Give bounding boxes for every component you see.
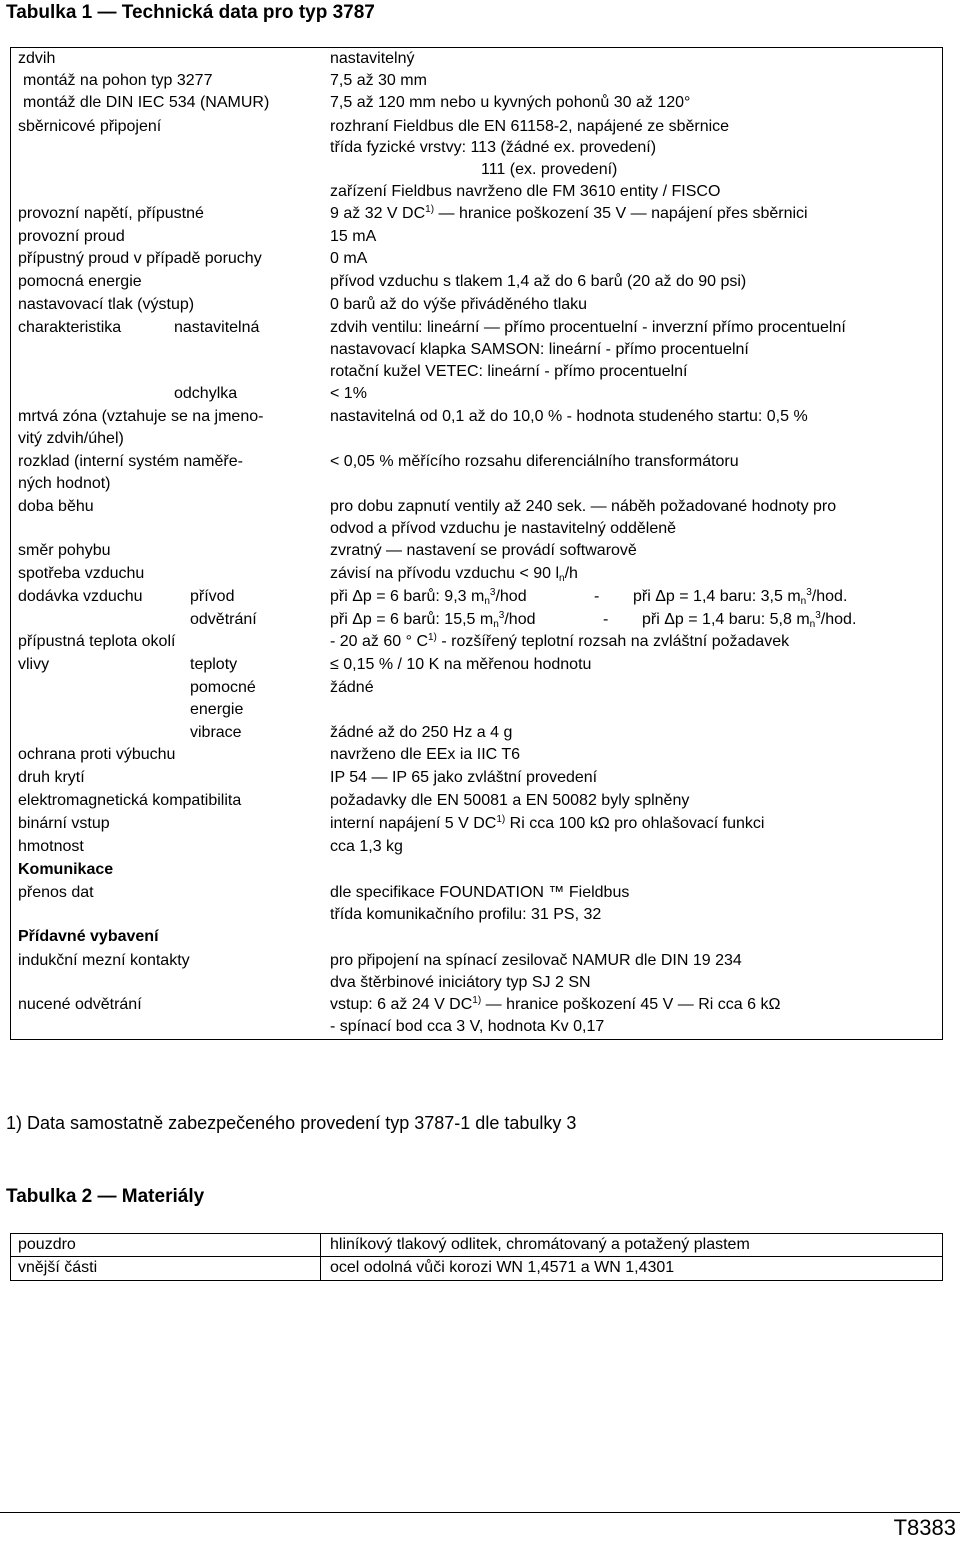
label-dodavka: dodávka vzduchu <box>18 588 143 605</box>
value-privod-2-text: při Δp = 1,4 baru: 3,5 m <box>633 588 801 605</box>
superscript-3: 3 <box>806 587 812 598</box>
value-pomocna-energie: přívod vzduchu s tlakem 1,4 až do 6 barů (20 až do 90 psi) <box>330 273 747 290</box>
label-teplota: přípustná teplota okolí <box>18 633 176 650</box>
value-mrtva-zona: nastavitelná od 0,1 až do 10,0 % - hodnota studeného startu: 0,5 % <box>330 408 808 425</box>
label-montaz-pohon: montáž na pohon typ 3277 <box>23 72 213 89</box>
footnote-ref: 1) <box>425 204 435 215</box>
value-doba-behu-1: pro dobu zapnutí ventily až 240 sek. — náběh požadované hodnoty pro <box>330 498 837 515</box>
table2-row-label: vnější části <box>18 1259 98 1276</box>
label-hmotnost: hmotnost <box>18 838 84 855</box>
value-nucene-1 <box>330 994 780 1016</box>
table2-title: Tabulka 2 — Materiály <box>6 1186 205 1207</box>
value-binarni-vstup <box>330 813 764 835</box>
label-doba-behu: doba běhu <box>18 498 94 515</box>
value-privod-1-text: při Δp = 6 barů: 9,3 m <box>330 588 485 605</box>
footnote-ref: 1) <box>472 995 482 1006</box>
value-odvetrani-1 <box>330 609 535 631</box>
footnote-ref: 1) <box>428 632 437 643</box>
label-mrtva-zona: mrtvá zóna (vztahuje se na jmeno- <box>18 408 264 425</box>
subscript-n: n <box>493 619 499 630</box>
label-zdvih: zdvih <box>18 50 56 67</box>
label-rozklad: rozklad (interní systém naměře- <box>18 453 243 470</box>
label-mrtva-zona-2: vitý zdvih/úhel) <box>18 430 124 447</box>
label-prupustny-proud: přípustný proud v případě poruchy <box>18 250 262 267</box>
value-nucene-2: - spínací bod cca 3 V, hodnota Kv 0,17 <box>330 1018 605 1035</box>
value-charakteristika-2: nastavovací klapka SAMSON: lineární - přímo procentuelní <box>330 341 749 358</box>
label-provozni-napeti: provozní napětí, přípustné <box>18 205 204 222</box>
value-provozni-napeti-a: 9 až 32 V DC <box>330 205 426 222</box>
label-vlivy: vlivy <box>18 656 50 673</box>
value-sbernicove-1: rozhraní Fieldbus dle EN 61158-2, napájené ze sběrnice <box>330 118 730 135</box>
subscript-n: n <box>809 619 816 630</box>
value-odvetrani-2-unit: /hod. <box>820 611 857 628</box>
sublabel-privod: přívod <box>190 588 235 605</box>
label-pomocna-energie: pomocná energie <box>18 273 142 290</box>
superscript-3: 3 <box>498 610 505 621</box>
label-binarni-vstup: binární vstup <box>18 815 110 832</box>
value-montaz-pohon: 7,5 až 30 mm <box>330 72 427 89</box>
value-nucene-b: — hranice poškození 45 V — Ri cca 6 kΩ <box>481 996 781 1013</box>
label-indukcni: indukční mezní kontakty <box>18 952 190 969</box>
value-indukcni-2: dva štěrbinové iniciátory typ SJ 2 SN <box>330 974 591 991</box>
value-spotreba <box>330 563 578 585</box>
sublabel-pomocne: pomocné <box>190 679 256 696</box>
label-rozklad-2: ných hodnot) <box>18 475 111 492</box>
sublabel-nastavitelna: nastavitelná <box>174 319 260 336</box>
value-teplota-a: - 20 až 60 ° C <box>330 633 428 650</box>
value-doba-behu-2: odvod a přívod vzduchu je nastavitelný odděleně <box>330 520 677 537</box>
value-privod-2-unit: /hod. <box>811 588 848 605</box>
value-sbernicove-4: zařízení Fieldbus navrženo dle FM 3610 entity / FISCO <box>330 183 721 200</box>
value-nucene-a: vstup: 6 až 24 V DC <box>330 996 473 1013</box>
label-druh-kryti: druh krytí <box>18 769 85 786</box>
value-spotreba-a: závisí na přívodu vzduchu < 90 l <box>330 565 560 582</box>
value-montaz-din: 7,5 až 120 mm nebo u kyvných pohonů 30 až 120° <box>330 94 691 111</box>
page-number: T8383 <box>893 1515 956 1540</box>
value-druh-kryti: IP 54 — IP 65 jako zvláštní provedení <box>330 769 598 786</box>
value-vlivy-vibrace: žádné až do 250 Hz a 4 g <box>330 724 513 741</box>
value-odvetrani-1-text: při Δp = 6 barů: 15,5 m <box>330 611 494 628</box>
value-prupustny-proud: 0 mA <box>330 250 368 267</box>
section-komunikace: Komunikace <box>18 861 114 878</box>
value-prenos-dat-2: třída komunikačního profilu: 31 PS, 32 <box>330 906 602 923</box>
value-smer-pohybu: zvratný — nastavení se provádí softwarově <box>330 542 637 559</box>
label-prenos-dat: přenos dat <box>18 884 94 901</box>
section-pridavne: Přídavné vybavení <box>18 928 159 945</box>
label-emc: elektromagnetická kompatibilita <box>18 792 242 809</box>
value-binarni-vstup-b: Ri cca 100 kΩ pro ohlašovací funkci <box>505 815 765 832</box>
value-provozni-napeti-b: — hranice poškození 35 V — napájení přes sběrnici <box>434 205 808 222</box>
value-teplota <box>330 631 789 653</box>
value-provozni-proud: 15 mA <box>330 228 377 245</box>
label-sbernicove: sběrnicové připojení <box>18 118 162 135</box>
sublabel-teploty: teploty <box>190 656 238 673</box>
value-odvetrani-2-text: při Δp = 1,4 baru: 5,8 m <box>642 611 810 628</box>
value-binarni-vstup-a: interní napájení 5 V DC <box>330 815 497 832</box>
superscript-3: 3 <box>489 587 496 598</box>
label-nastavovaci-tlak: nastavovací tlak (výstup) <box>18 296 195 313</box>
value-nastavovaci-tlak: 0 barů až do výše přiváděného tlaku <box>330 296 588 313</box>
value-charakteristika-1: zdvih ventilu: lineární — přímo procentuelní - inverzní přímo procentuelní <box>330 319 846 336</box>
value-privod-2 <box>633 586 847 608</box>
footnote-ref: 1) <box>496 814 506 825</box>
table2-row-label: pouzdro <box>18 1236 76 1253</box>
superscript-3: 3 <box>815 610 821 621</box>
value-ochrana: navrženo dle EEx ia IIC T6 <box>330 746 521 763</box>
value-vlivy-teploty: ≤ 0,15 % / 10 K na měřenou hodnotu <box>330 656 592 673</box>
value-teplota-b: - rozšířený teplotní rozsah na zvláštní požadavek <box>436 633 790 650</box>
value-vlivy-energie: žádné <box>330 679 374 696</box>
value-emc: požadavky dle EN 50081 a EN 50082 byly splněny <box>330 792 690 809</box>
value-odvetrani-dash: - <box>603 611 609 628</box>
value-privod-dash: - <box>594 588 600 605</box>
subscript-n: n <box>800 596 807 607</box>
value-rozklad: < 0,05 % měřícího rozsahu diferenciálního transformátoru <box>330 453 739 470</box>
subscript-n: n <box>484 596 490 607</box>
value-sbernicove-2: třída fyzické vrstvy: 113 (žádné ex. provedení) <box>330 139 657 156</box>
value-prenos-dat-1: dle specifikace FOUNDATION ™ Fieldbus <box>330 884 630 901</box>
label-smer-pohybu: směr pohybu <box>18 542 111 559</box>
table2-row-value: ocel odolná vůči korozi WN 1,4571 a WN 1,4301 <box>330 1259 675 1276</box>
footnote: 1) Data samostatně zabezpečeného provedení typ 3787-1 dle tabulky 3 <box>6 1113 577 1133</box>
table1-title: Tabulka 1 — Technická data pro typ 3787 <box>6 2 375 23</box>
value-charakteristika-3: rotační kužel VETEC: lineární - přímo procentuelní <box>330 363 688 380</box>
subscript-n: n <box>559 573 565 584</box>
value-odvetrani-2 <box>642 609 856 631</box>
label-ochrana: ochrana proti výbuchu <box>18 746 176 763</box>
value-odchylka: < 1% <box>330 385 367 402</box>
label-provozni-proud: provozní proud <box>18 228 125 245</box>
label-montaz-din: montáž dle DIN IEC 534 (NAMUR) <box>23 94 270 111</box>
value-zdvih: nastavitelný <box>330 50 415 67</box>
value-privod-1-unit: /hod <box>495 588 527 605</box>
value-hmotnost: cca 1,3 kg <box>330 838 403 855</box>
value-sbernicove-3: 111 (ex. provedení) <box>481 161 618 178</box>
value-indukcni-1: pro připojení na spínací zesilovač NAMUR dle DIN 19 234 <box>330 952 742 969</box>
sublabel-odvetrani: odvětrání <box>190 611 257 628</box>
value-provozni-napeti <box>330 203 808 225</box>
sublabel-vibrace: vibrace <box>190 724 242 741</box>
value-odvetrani-1-unit: /hod <box>504 611 536 628</box>
table2-row-value: hliníkový tlakový odlitek, chromátovaný a potažený plastem <box>330 1236 750 1253</box>
label-spotreba: spotřeba vzduchu <box>18 565 145 582</box>
page-bottom-rule <box>0 1512 960 1513</box>
value-privod-1 <box>330 586 527 608</box>
label-charakteristika: charakteristika <box>18 319 122 336</box>
sublabel-energie: energie <box>190 701 244 718</box>
sublabel-odchylka: odchylka <box>174 385 238 402</box>
value-spotreba-b: /h <box>564 565 578 582</box>
label-nucene: nucené odvětrání <box>18 996 142 1013</box>
table2-divider-v <box>320 1233 321 1281</box>
